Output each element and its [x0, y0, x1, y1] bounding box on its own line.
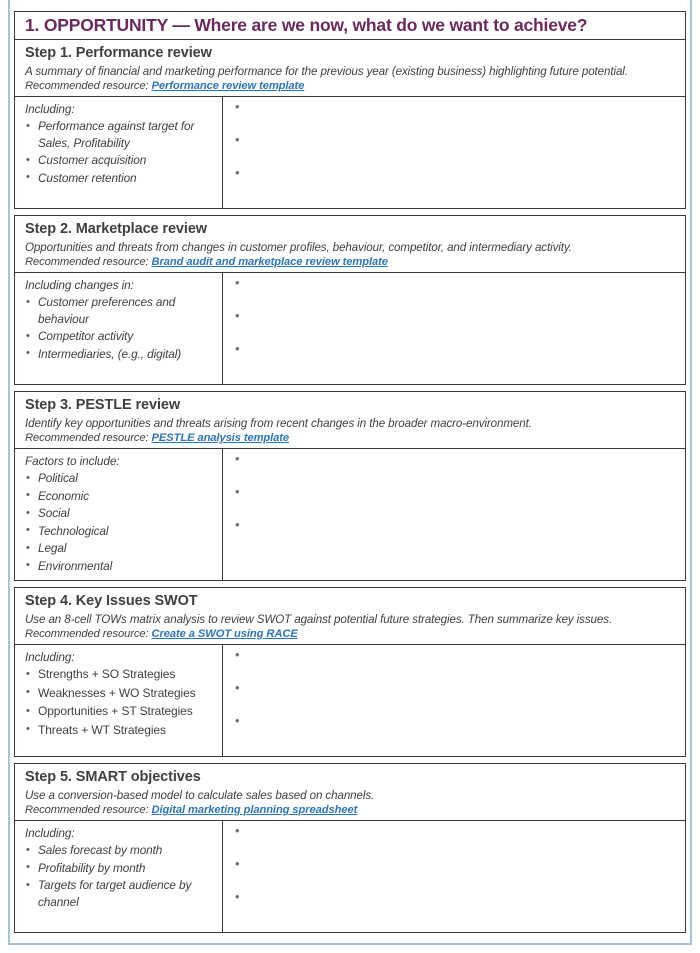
- recommended-resource-label: Recommended resource:: [25, 804, 152, 816]
- answer-bullet-placeholder[interactable]: [235, 455, 677, 488]
- prompt-column: [15, 645, 223, 756]
- prompt-bullet: • Competitor activity: [25, 328, 216, 345]
- step-title: Step 1. Performance review: [25, 45, 212, 61]
- prompt-bullet: • Performance against target for Sales, Profitability: [25, 118, 216, 151]
- answer-bullet-placeholder[interactable]: [235, 312, 677, 345]
- resource-link[interactable]: Digital marketing planning spreadsheet: [151, 804, 358, 816]
- step-description: Use an 8-cell TOWs matrix analysis to review SWOT against potential future strategies. Then summarize key issues.: [25, 613, 613, 626]
- including-label: Including:: [25, 102, 75, 116]
- step-description: Use a conversion-based model to calculate sales based on channels.: [25, 789, 375, 802]
- answer-bullet-list[interactable]: [235, 279, 677, 378]
- step-header: [15, 588, 685, 645]
- answer-bullet-placeholder[interactable]: [235, 103, 677, 136]
- prompt-bullet-list: [25, 470, 216, 574]
- recommended-resource: [25, 627, 677, 641]
- step-header: [15, 764, 685, 821]
- steps-container: [14, 40, 686, 933]
- answer-bullet-placeholder[interactable]: [235, 684, 677, 717]
- step-header: [15, 40, 685, 97]
- recommended-resource: [25, 803, 677, 817]
- recommended-resource-label: Recommended resource:: [25, 80, 152, 92]
- prompt-bullet: • Profitability by month: [25, 860, 216, 877]
- answer-bullet-list[interactable]: [235, 455, 677, 554]
- answer-column[interactable]: [223, 97, 685, 208]
- prompt-bullet: • Weaknesses + WO Strategies: [25, 685, 216, 703]
- answer-column[interactable]: [223, 821, 685, 932]
- step-body: [15, 821, 685, 932]
- recommended-resource: [25, 431, 677, 445]
- prompt-bullet: • Technological: [25, 523, 216, 540]
- prompt-bullet: • Intermediaries, (e.g., digital): [25, 346, 216, 363]
- step-title: Step 4. Key Issues SWOT: [25, 593, 198, 609]
- recommended-resource-label: Recommended resource:: [25, 432, 152, 444]
- step-body: [15, 645, 685, 756]
- recommended-resource: [25, 79, 677, 93]
- resource-link[interactable]: Performance review template: [151, 80, 305, 92]
- answer-bullet-list[interactable]: [235, 651, 677, 750]
- answer-bullet-placeholder[interactable]: [235, 521, 677, 554]
- answer-bullet-list[interactable]: [235, 103, 677, 202]
- recommended-resource-label: Recommended resource:: [25, 628, 152, 640]
- step-title: Step 3. PESTLE review: [25, 397, 181, 413]
- answer-bullet-placeholder[interactable]: [235, 827, 677, 860]
- including-label: Including:: [25, 826, 75, 840]
- prompt-bullet: • Opportunities + ST Strategies: [25, 703, 216, 721]
- step-block-4: [14, 587, 686, 757]
- answer-bullet-placeholder[interactable]: [235, 169, 677, 202]
- step-title: Step 2. Marketplace review: [25, 221, 207, 237]
- answer-bullet-placeholder[interactable]: [235, 717, 677, 750]
- prompt-column: [15, 449, 223, 580]
- step-block-2: [14, 215, 686, 385]
- prompt-bullet-list: [25, 294, 216, 362]
- answer-column[interactable]: [223, 645, 685, 756]
- including-label: Including:: [25, 650, 75, 664]
- step-title: Step 5. SMART objectives: [25, 769, 201, 785]
- step-block-1: [14, 40, 686, 209]
- answer-bullet-placeholder[interactable]: [235, 488, 677, 521]
- step-header: [15, 216, 685, 273]
- prompt-bullet-list: [25, 842, 216, 910]
- step-header: [15, 392, 685, 449]
- answer-bullet-placeholder[interactable]: [235, 860, 677, 893]
- answer-column[interactable]: [223, 273, 685, 384]
- including-label: Factors to include:: [25, 454, 120, 468]
- prompt-bullet: • Social: [25, 505, 216, 522]
- recommended-resource: [25, 255, 677, 269]
- answer-column[interactable]: [223, 449, 685, 580]
- prompt-bullet: • Customer preferences and behaviour: [25, 294, 216, 327]
- page-title: 1. OPPORTUNITY — Where are we now, what do we want to achieve?: [25, 15, 588, 35]
- prompt-bullet: • Customer acquisition: [25, 152, 216, 169]
- resource-link[interactable]: PESTLE analysis template: [151, 432, 290, 444]
- prompt-bullet: • Sales forecast by month: [25, 842, 216, 859]
- prompt-column: [15, 273, 223, 384]
- step-body: [15, 97, 685, 208]
- resource-link[interactable]: Brand audit and marketplace review template: [151, 256, 388, 268]
- answer-bullet-list[interactable]: [235, 827, 677, 926]
- prompt-bullet: • Targets for target audience by channel: [25, 877, 216, 910]
- answer-bullet-placeholder[interactable]: [235, 893, 677, 926]
- prompt-bullet: • Strengths + SO Strategies: [25, 666, 216, 684]
- step-block-5: [14, 763, 686, 933]
- resource-link[interactable]: Create a SWOT using RACE: [151, 628, 298, 640]
- prompt-bullet: • Economic: [25, 488, 216, 505]
- step-body: [15, 449, 685, 580]
- answer-bullet-placeholder[interactable]: [235, 345, 677, 378]
- worksheet-banner: [14, 11, 686, 40]
- opportunity-worksheet: [14, 11, 686, 933]
- prompt-bullet: • Legal: [25, 540, 216, 557]
- prompt-bullet-list: [25, 666, 216, 739]
- step-description: Opportunities and threats from changes in customer profiles, behaviour, competitor, and intermediary activity.: [25, 241, 572, 254]
- prompt-bullet: • Customer retention: [25, 170, 216, 187]
- prompt-bullet: • Political: [25, 470, 216, 487]
- step-description: Identify key opportunities and threats arising from recent changes in the broader macro-environment.: [25, 417, 532, 430]
- step-description: A summary of financial and marketing performance for the previous year (existing business) highlighting future potential.: [25, 65, 628, 78]
- prompt-bullet: • Threats + WT Strategies: [25, 722, 216, 740]
- answer-bullet-placeholder[interactable]: [235, 136, 677, 169]
- prompt-bullet-list: [25, 118, 216, 186]
- step-block-3: [14, 391, 686, 581]
- recommended-resource-label: Recommended resource:: [25, 256, 152, 268]
- including-label: Including changes in:: [25, 278, 134, 292]
- prompt-bullet: • Environmental: [25, 558, 216, 575]
- answer-bullet-placeholder[interactable]: [235, 651, 677, 684]
- prompt-column: [15, 97, 223, 208]
- prompt-column: [15, 821, 223, 932]
- step-body: [15, 273, 685, 384]
- answer-bullet-placeholder[interactable]: [235, 279, 677, 312]
